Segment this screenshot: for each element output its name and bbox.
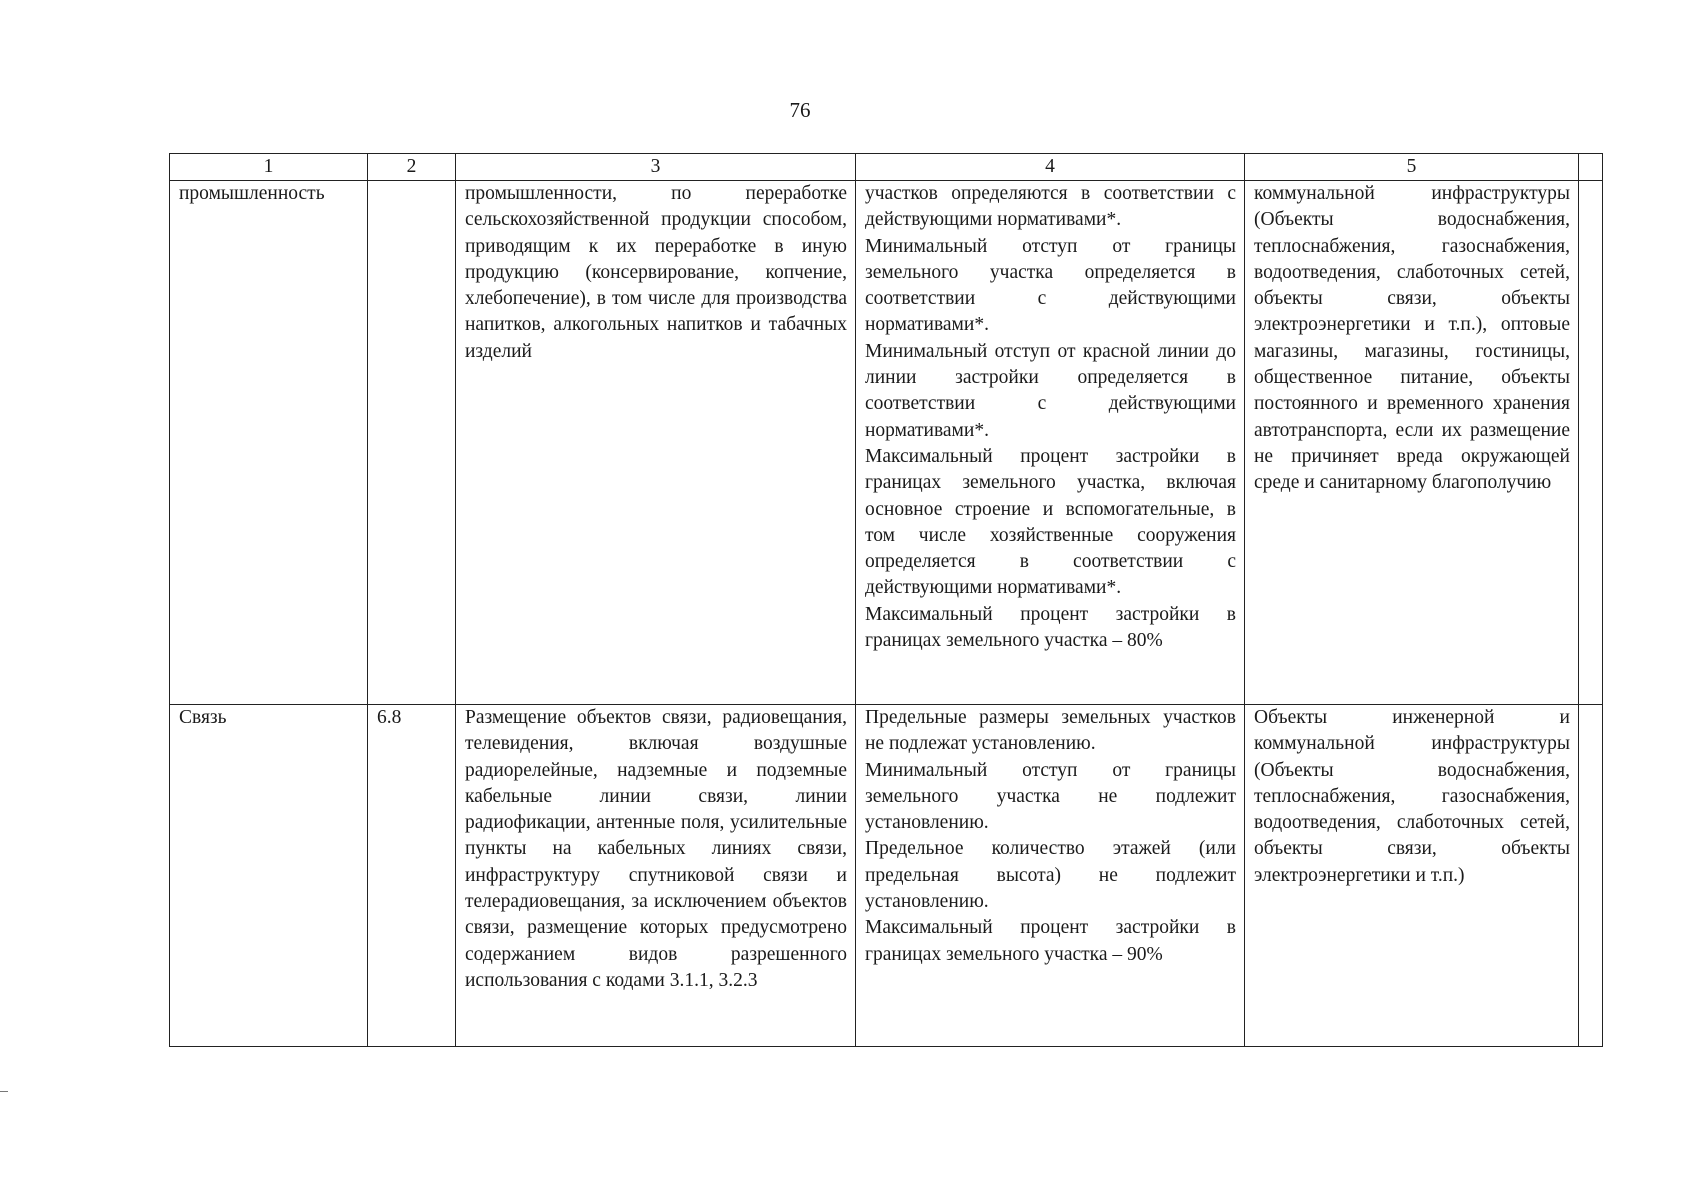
row-building-parameters	[856, 181, 1245, 705]
column-header: 3	[456, 154, 856, 181]
parameter-paragraph: Максимальный процент застройки в границах земельного участка, включая основное строение и вспомогательные, в том числе хозяйственные сооружения определяется в соответствии с действующими нормативами*.	[865, 445, 1236, 599]
row-use-name: Связь	[170, 705, 368, 1047]
row-use-description	[456, 181, 856, 705]
row-use-code: 6.8	[368, 705, 456, 1047]
row-auxiliary-uses	[1245, 181, 1579, 705]
column-header: 4	[856, 154, 1245, 181]
parameter-paragraph: Максимальный процент застройки в границах земельного участка – 80%	[865, 603, 1236, 652]
parameter-paragraph: участков определяются в соответствии с действующими нормативами*.	[865, 183, 1236, 231]
column-header: 2	[368, 154, 456, 181]
parameter-paragraph: Минимальный отступ от границы земельного участка не подлежит установлению.	[865, 759, 1236, 834]
row-use-code	[368, 181, 456, 705]
row-auxiliary-uses	[1245, 705, 1579, 1047]
column-header: 1	[170, 154, 368, 181]
parameter-paragraph: Минимальный отступ от границы земельного участка определяется в соответствии с действующими нормативами*.	[865, 235, 1236, 336]
description-paragraph: Размещение объектов связи, радиовещания, телевидения, включая воздушные радиорелейные, надземные и подземные кабельные линии связи, линии радиофикации, антенные поля, усилительные пункты на кабельных линиях связи, инфраструктуру спутниковой связи и телерадиовещания, за исключением объектов связи, размещение которых предусмотрено содержанием видов разрешенного использования с кодами 3.1.1, 3.2.3	[465, 707, 847, 991]
auxiliary-paragraph: Объекты инженерной и коммунальной инфраструктуры (Объекты водоснабжения, теплоснабжения, газоснабжения, водоотведения, слаботочных сетей, объекты связи, объекты электроэнергетики и т.п.)	[1254, 707, 1570, 886]
auxiliary-paragraph: коммунальной инфраструктуры (Объекты водоснабжения, теплоснабжения, газоснабжения, водоотведения, слаботочных сетей, объекты связи, объекты электроэнергетики и т.п.), оптовые магазины, магазины, гостиницы, общественное питание, объекты постоянного и временного хранения автотранспорта, если их размещение не причиняет вреда окружающей среде и санитарному благополучию	[1254, 183, 1570, 494]
parameter-paragraph: Предельное количество этажей (или предельная высота) не подлежит установлению.	[865, 838, 1236, 913]
table-header-row	[170, 154, 1603, 181]
parameter-paragraph: Минимальный отступ от красной линии до линии застройки определяется в соответствии с действующими нормативами*.	[865, 340, 1236, 441]
row-building-parameters	[856, 705, 1245, 1047]
empty-cell	[1579, 181, 1603, 705]
empty-column-header	[1579, 154, 1603, 181]
description-paragraph: промышленности, по переработке сельскохозяйственной продукции способом, приводящим к их переработке в иную продукцию (консервирование, копчение, хлебопечение), в том числе для производства напитков, алкогольных напитков и табачных изделий	[465, 183, 847, 362]
table-row	[170, 705, 1603, 1047]
scan-edge-mark	[0, 1091, 8, 1092]
regulations-table	[169, 153, 1603, 1047]
parameter-paragraph: Предельные размеры земельных участков не подлежат установлению.	[865, 707, 1236, 755]
row-use-description	[456, 705, 856, 1047]
page-number: 76	[789, 98, 811, 122]
table-row	[170, 181, 1603, 705]
empty-cell	[1579, 705, 1603, 1047]
parameter-paragraph: Максимальный процент застройки в границах земельного участка – 90%	[865, 917, 1236, 965]
row-use-name: промышленность	[170, 181, 368, 705]
column-header: 5	[1245, 154, 1579, 181]
